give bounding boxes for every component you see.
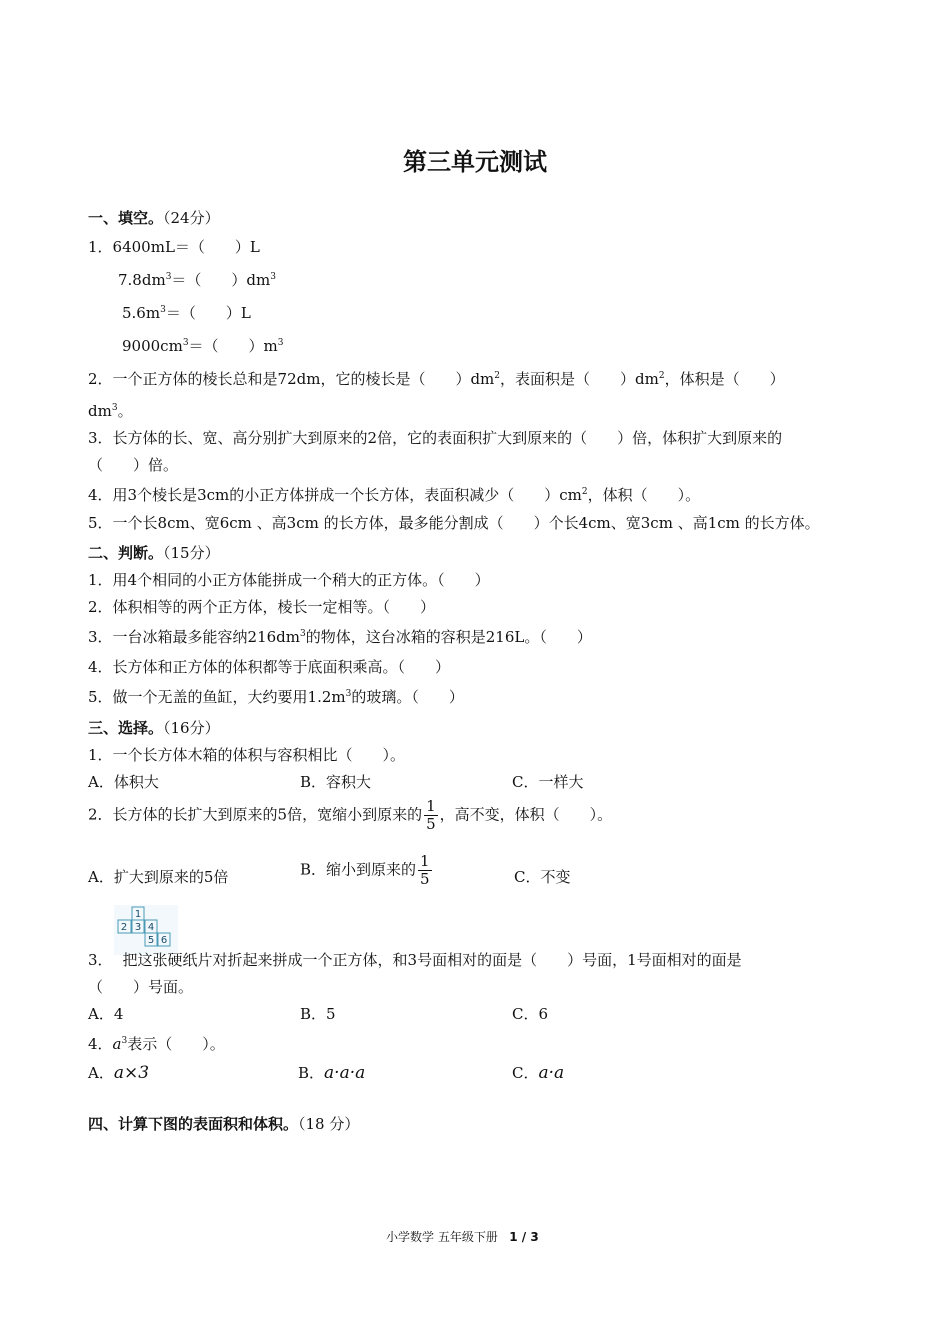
s3-q2-option-c: C．不变 — [514, 868, 571, 886]
s3-q3-option-a: A．4 — [88, 1005, 124, 1023]
s3-q4-option-c: C．a·a — [512, 1063, 565, 1083]
section-3-heading: 三、选择。（16分） — [88, 719, 220, 737]
s1-q5: 5．一个长8cm、宽6cm 、高3cm 的长方体，最多能分割成（ ）个长4cm、宽3cm 、高1cm 的长方体。 — [88, 514, 820, 532]
s2-q5: 5．做一个无盖的鱼缸，大约要用$1.2m^3$的玻璃。（ ） — [88, 688, 464, 706]
s2-q4: 4．长方体和正方体的体积都等于底面积乘高。（ ） — [88, 658, 451, 676]
s1-q1c: $5.6m^3=$（ ）L — [122, 304, 251, 322]
s1-q3: 3．长方体的长、宽、高分别扩大到原来的2倍，它的表面积扩大到原来的（ ）倍，体积扩大到原来的 — [88, 429, 783, 447]
s3-q1-option-c: C．一样大 — [512, 773, 584, 791]
net-face-1: 1 — [134, 909, 142, 920]
s1-q3-cont: （ ）倍。 — [88, 456, 179, 474]
s3-q3-option-c: C．6 — [512, 1005, 549, 1023]
s3-q2: 2．长方体的长扩大到原来的5倍，宽缩小到原来的 $\frac{1}{5}$ ，高不变，体积（ ）。 — [88, 797, 613, 833]
s1-q4: 4．用3个棱长是3cm的小正方体拼成一个长方体，表面积减少（ ）$cm^2$，体积（ ）。 — [88, 486, 701, 504]
s2-q3: 3．一台冰箱最多能容纳$216dm^3$的物体，这台冰箱的容积是216L。（ ） — [88, 628, 592, 646]
section-1-heading: 一、填空。（24分） — [88, 209, 220, 227]
net-face-4: 4 — [147, 922, 155, 933]
net-face-3: 3 — [134, 922, 142, 933]
page-title: 第三单元测试 — [403, 148, 547, 176]
s1-q2: 2．一个正方体的棱长总和是72dm，它的棱长是（ ）$dm^2$，表面积是（ ）$dm^2$，体积是（ ） — [88, 370, 785, 388]
s2-q1: 1．用4个相同的小正方体能拼成一个稍大的正方体。（ ） — [88, 571, 490, 589]
s3-q3: 3． 把这张硬纸片对折起来拼成一个正方体，和3号面相对的面是（ ）号面，1号面相对的面是 — [88, 951, 742, 969]
s3-q1: 1．一个长方体木箱的体积与容积相比（ ）。 — [88, 746, 406, 764]
page-number: 1 / 3 — [509, 1230, 539, 1244]
page-footer: 小学数学 五年级下册 1 / 3 — [386, 1230, 539, 1244]
s3-q4: 4．$a^3$表示（ ）。 — [88, 1035, 225, 1053]
s1-q1d: $9000cm^3=$（ ）$m^3$ — [122, 337, 284, 355]
s3-q4-option-b: B．a·a·a — [298, 1063, 366, 1083]
s3-q1-option-a: A．体积大 — [88, 773, 159, 791]
s2-q2: 2．体积相等的两个正方体，棱长一定相等。（ ） — [88, 598, 436, 616]
s3-q3-option-b: B．5 — [300, 1005, 336, 1023]
fraction-one-fifth: $\frac{1}{5}$ — [426, 797, 436, 833]
s3-q2-option-b: B．缩小到原来的 $\frac{1}{5}$ — [300, 852, 430, 888]
s3-q3-cont: （ ）号面。 — [88, 978, 194, 996]
net-face-2: 2 — [120, 922, 128, 933]
cube-net-figure — [114, 905, 178, 955]
section-2-heading: 二、判断。（15分） — [88, 544, 220, 562]
s1-q2-cont: $dm^3$。 — [88, 402, 133, 420]
net-face-5: 5 — [147, 935, 155, 946]
s3-q2-option-a: A．扩大到原来的5倍 — [88, 868, 229, 886]
net-face-6: 6 — [160, 935, 168, 946]
s1-q1b: $7.8dm^3=$（ ）$dm^3$ — [118, 271, 276, 289]
s1-q1a: 1．6400mL＝（ ）L — [88, 238, 260, 256]
s3-q1-option-b: B．容积大 — [300, 773, 372, 791]
s3-q4-option-a: A．a×3 — [88, 1063, 150, 1083]
section-4-heading: 四、计算下图的表面积和体积。（18 分） — [88, 1115, 360, 1133]
